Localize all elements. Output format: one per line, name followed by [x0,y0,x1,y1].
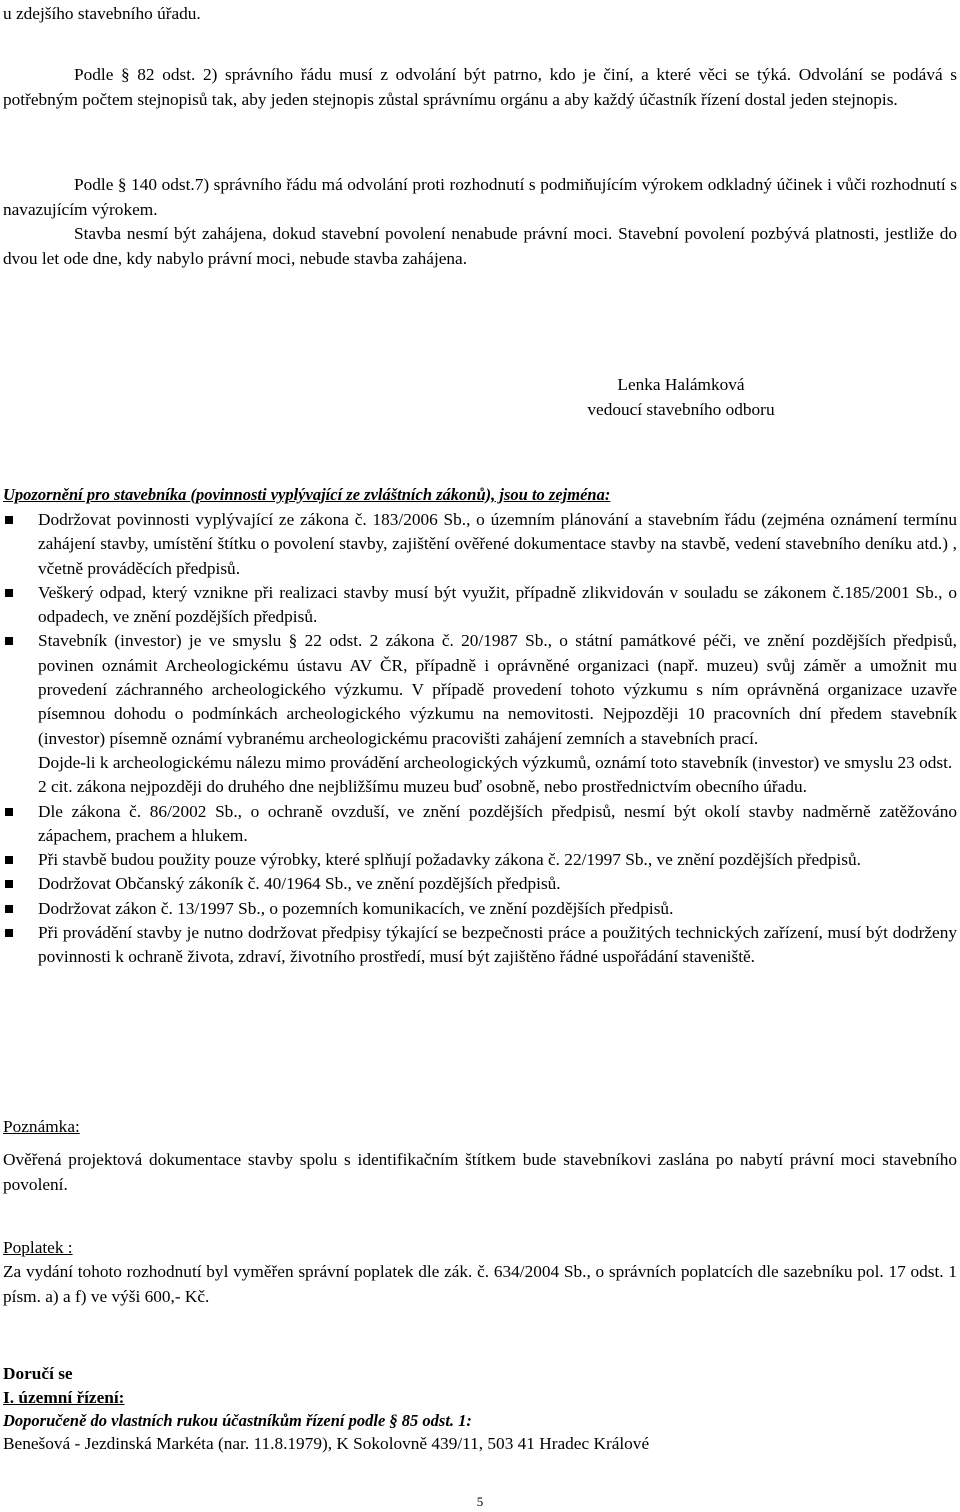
suspensive-effect-paragraph: Podle § 140 odst.7) správního řádu má odvolání proti rozhodnutí s podmiňujícím výrokem odkladný účinek i vůči rozhodnutí s navazujícím výrokem. [3,175,957,219]
appeal-content-paragraph: Podle § 82 odst. 2) správního řádu musí z odvolání být patrno, kdo je činí, a které věci se týká. Odvolání se podává s potřebným počtem stejnopisů tak, aby jeden stejnopis zůstal správnímu orgánu a aby každý účastník řízení dostal jeden stejnopis. [3,65,957,109]
list-item: Dodržovat zákon č. 13/1997 Sb., o pozemních komunikacích, ve znění pozdějších předpisů. [3,897,957,921]
fee-heading: Poplatek : [3,1238,73,1257]
signatory-name: Lenka Halámková [617,375,745,394]
bullet-square-icon [5,637,13,645]
delivery-subheading: Doporučeně do vlastních rukou účastníkům řízení podle § 85 odst. 1: [3,1411,472,1430]
archaeology-continuation: Dojde-li k archeologickému nálezu mimo provádění archeologických výzkumů, oznámí toto stavebník (investor) ve smyslu 23 odst. 2 cit. zákona nejpozději do druhého dne nejbližšímu muzeu buď osobně, nebo prostřednictvím obecního úřadu. [38,752,953,797]
list-item: Při stavbě budou použity pouze výrobky, které splňují požadavky zákona č. 22/1997 Sb., ve znění pozdějších předpisů. [3,848,957,872]
bullet-square-icon [5,808,13,816]
intro-line: u zdejšího stavebního úřadu. [3,4,201,23]
note-heading: Poznámka: [3,1117,80,1136]
delivery-heading: Doručí se [3,1364,73,1383]
bullet-square-icon [5,856,13,864]
construction-start-paragraph: Stavba nesmí být zahájena, dokud stavební povolení nenabude právní moci. Stavební povolení pozbývá platnosti, jestliže do dvou let ode dne, kdy nabylo právní moci, nebude stavba zahájena. [3,224,957,268]
page-number: 5 [476,1494,484,1509]
delivery-section: I. územní řízení: [3,1388,125,1407]
recipient-line: Benešová - Jezdinská Markéta (nar. 11.8.1979), K Sokolovně 439/11, 503 41 Hradec Králové [3,1434,650,1453]
fee-text: Za vydání tohoto rozhodnutí byl vyměřen správní poplatek dle zák. č. 634/2004 Sb., o správních poplatcích dle sazebníku pol. 17 odst. 1 písm. a) a f) ve výši 600,- Kč. [3,1262,957,1306]
bullet-square-icon [5,516,13,524]
notice-list [3,508,957,970]
list-item: Dodržovat Občanský zákoník č. 40/1964 Sb., ve znění pozdějších předpisů. [3,872,957,896]
bullet-square-icon [5,905,13,913]
bullet-square-icon [5,880,13,888]
list-item: Dodržovat povinnosti vyplývající ze zákona č. 183/2006 Sb., o územním plánování a stavebním řádu (zejména oznámení termínu zahájení stavby, umístění štítku o povolení stavby, zajištění ověřené dokumentace stavby na stavbě, vedení stavebního deníku atd.) , včetně prováděcích předpisů. [3,508,957,581]
signature-block [3,373,841,422]
list-item: Stavebník (investor) je ve smyslu § 22 odst. 2 zákona č. 20/1987 Sb., o státní památkové péči, ve znění pozdějších předpisů, povinen oznámit Archeologickému ústavu AV ČR, případně i oprávněné organizaci (např. muzeu) svůj záměr a umožnit mu provedení záchranného archeologického výzkumu. V případě provedení tohoto výzkumu s ním oprávněná organizace uzavře písemnou dohodu o podmínkách archeologického výzkumu na nemovitosti. Nejpozději 10 pracovních dní předem stavebník (investor) písemně oznámí vybranému archeologickému pracovišti zahájení zemních a stavebních prací. Dojde-li k archeologickému nálezu mimo provádění archeologických výzkumů, oznámí toto stavebník (investor) ve smyslu 23 odst. 2 cit. zákona nejpozději do druhého dne nejbližšímu muzeu buď osobně, nebo prostřednictvím obecního úřadu. [3,629,957,799]
signatory-role: vedoucí stavebního odboru [587,399,775,419]
bullet-square-icon [5,589,13,597]
list-item: Veškerý odpad, který vznikne při realizaci stavby musí být využit, případně zlikvidován v souladu se zákonem č.185/2001 Sb., o odpadech, ve znění pozdějších předpisů. [3,581,957,630]
bullet-square-icon [5,929,13,937]
list-item: Při provádění stavby je nutno dodržovat předpisy týkající se bezpečnosti práce a použitých technických zařízení, musí být dodrženy povinnosti k ochraně života, zdraví, životního prostředí, musí být zajištěno řádné uspořádání staveniště. [3,921,957,970]
note-text: Ověřená projektová dokumentace stavby spolu s identifikačním štítkem bude stavebníkovi zaslána po nabytí právní moci stavebního povolení. [3,1150,957,1194]
list-item: Dle zákona č. 86/2002 Sb., o ochraně ovzduší, ve znění pozdějších předpisů, nesmí být okolí stavby nadměrně zatěžováno zápachem, prachem a hlukem. [3,800,957,849]
notice-heading: Upozornění pro stavebníka (povinnosti vyplývající ze zvláštních zákonů), jsou to zejména: [3,485,611,504]
